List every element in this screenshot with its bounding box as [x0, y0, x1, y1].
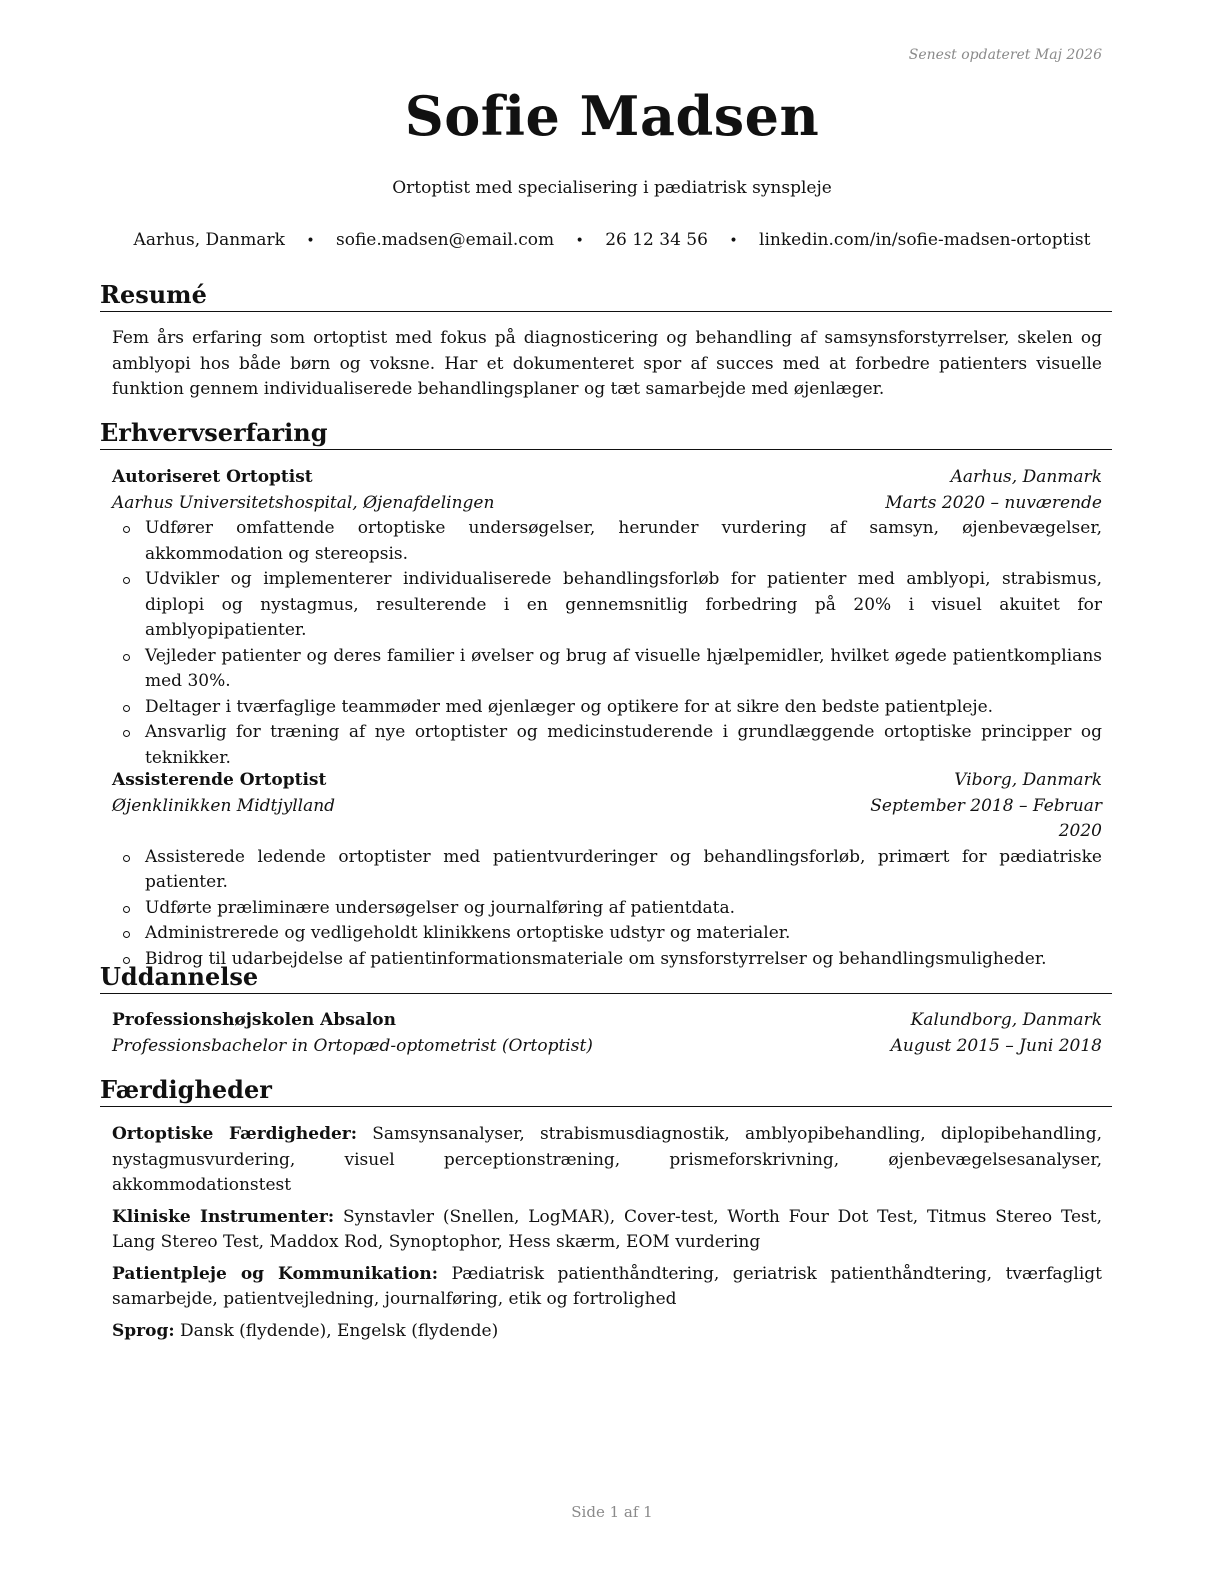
section-title-experience: Erhvervserfaring	[100, 418, 1112, 450]
circle-bullet-icon	[123, 931, 130, 938]
education-entry	[112, 1008, 1102, 1059]
circle-bullet-icon	[123, 654, 130, 661]
contact-email[interactable]: sofie.madsen@email.com	[336, 230, 555, 250]
skill-group	[112, 1122, 1102, 1199]
bullet-separator: •	[729, 233, 738, 249]
contact-location: Aarhus, Danmark	[133, 230, 285, 250]
contact-linkedin[interactable]: linkedin.com/in/sofie-madsen-ortoptist	[759, 230, 1091, 250]
summary-text: Fem års erfaring som ortoptist med fokus på diagnosticering og behandling af samsynsforstyrrelser, skelen og amblyopi hos både børn og voksne. Har et dokumenteret spor af succes med at forbedre patienters visuelle funktion gennem individualiserede behandlingsplaner og tæt samarbejde med øjenlæger.	[112, 328, 1102, 399]
list-item: Ansvarlig for træning af nye ortoptister og medicinstuderende i grundlæggende ortoptiske principper og teknikker.	[112, 720, 1102, 771]
section-title-summary: Resumé	[100, 280, 1112, 312]
job-organization: Aarhus Universitetshospital, Øjenafdelingen	[112, 492, 495, 513]
skill-label: Patientpleje og Kommunikation:	[112, 1263, 439, 1284]
skill-text: Dansk (flydende), Engelsk (flydende)	[180, 1320, 499, 1341]
skills-list	[112, 1122, 1102, 1350]
contact-line	[0, 230, 1224, 250]
list-item: Administrerede og vedligeholdt klinikkens ortoptiske udstyr og materialer.	[112, 921, 1102, 947]
job-entry	[112, 768, 1102, 972]
circle-bullet-icon	[123, 730, 130, 737]
job-bullets	[112, 516, 1102, 771]
circle-bullet-icon	[123, 526, 130, 533]
job-bullets	[112, 845, 1102, 973]
job-location: Aarhus, Danmark	[950, 467, 1102, 487]
list-item: Udførte præliminære undersøgelser og journalføring af patientdata.	[112, 896, 1102, 922]
job-title: Autoriseret Ortoptist	[112, 467, 313, 487]
skill-group	[112, 1262, 1102, 1313]
education-dates: August 2015 – Juni 2018	[890, 1035, 1102, 1056]
list-item: Deltager i tværfaglige teammøder med øjenlæger og optikere for at sikre den bedste patientpleje.	[112, 695, 1102, 721]
degree: Professionsbachelor in Ortopæd-optometrist (Ortoptist)	[112, 1035, 593, 1056]
skill-group	[112, 1205, 1102, 1256]
section-title-skills: Færdigheder	[100, 1075, 1112, 1107]
circle-bullet-icon	[123, 855, 130, 862]
job-location: Viborg, Danmark	[954, 770, 1102, 790]
list-item: Assisterede ledende ortoptister med patientvurderinger og behandlingsforløb, primært for pædiatriske patienter.	[112, 845, 1102, 896]
skill-text: Pædiatrisk patienthåndtering, geriatrisk patienthåndtering, tværfagligt samarbejde, patientvejledning, journalføring, etik og fortrolighed	[112, 1263, 1103, 1309]
section-title-education: Uddannelse	[100, 962, 1112, 994]
skill-label: Kliniske Instrumenter:	[112, 1206, 335, 1227]
list-item: Vejleder patienter og deres familier i øvelser og brug af visuelle hjælpemidler, hvilket øgede patientkomplians med 30%.	[112, 644, 1102, 695]
person-name: Sofie Madsen	[404, 84, 820, 148]
list-item: Bidrog til udarbejdelse af patientinformationsmateriale om synsforstyrrelser og behandlingsmuligheder.	[112, 947, 1102, 973]
circle-bullet-icon	[123, 577, 130, 584]
list-item: Udvikler og implementerer individualiserede behandlingsforløb for patienter med amblyopi, strabismus, diplopi og nystagmus, resulterende i en gennemsnitlig forbedring på 20% i visuel akuitet for amblyopipatienter.	[112, 567, 1102, 644]
job-dates: September 2018 – Februar 2020	[870, 795, 1102, 841]
circle-bullet-icon	[123, 705, 130, 712]
skill-text: Samsynsanalyser, strabismusdiagnostik, amblyopibehandling, diplopibehandling, nystagmusvurdering, visuel perceptionstræning, prismeforskrivning, øjenbevægelsesanalyser, akkommodationstest	[112, 1124, 1102, 1195]
skill-text: Synstavler (Snellen, LogMAR), Cover-test, Worth Four Dot Test, Titmus Stereo Test, Lang Stereo Test, Maddox Rod, Synoptophor, Hess skærm, EOM vurdering	[112, 1206, 1103, 1252]
list-item: Udfører omfattende ortoptiske undersøgelser, herunder vurdering af samsyn, øjenbevægelser, akkommodation og stereopsis.	[112, 516, 1102, 567]
tagline: Ortoptist med specialisering i pædiatrisk synspleje	[392, 178, 832, 198]
skill-label: Sprog:	[112, 1320, 175, 1341]
bullet-separator: •	[306, 233, 315, 249]
school-location: Kalundborg, Danmark	[910, 1010, 1102, 1030]
circle-bullet-icon	[123, 906, 130, 913]
skill-label: Ortoptiske Færdigheder:	[112, 1124, 358, 1144]
job-title: Assisterende Ortoptist	[112, 770, 327, 790]
bullet-separator: •	[575, 233, 584, 249]
job-organization: Øjenklinikken Midtjylland	[112, 795, 336, 816]
page-number: Side 1 af 1	[571, 1503, 653, 1521]
school-name: Professionshøjskolen Absalon	[112, 1010, 396, 1030]
last-updated: Senest opdateret Maj 2026	[908, 47, 1102, 63]
job-entry	[112, 465, 1102, 771]
skill-group	[112, 1319, 1102, 1345]
job-dates: Marts 2020 – nuværende	[885, 492, 1102, 513]
contact-phone: 26 12 34 56	[605, 230, 708, 250]
